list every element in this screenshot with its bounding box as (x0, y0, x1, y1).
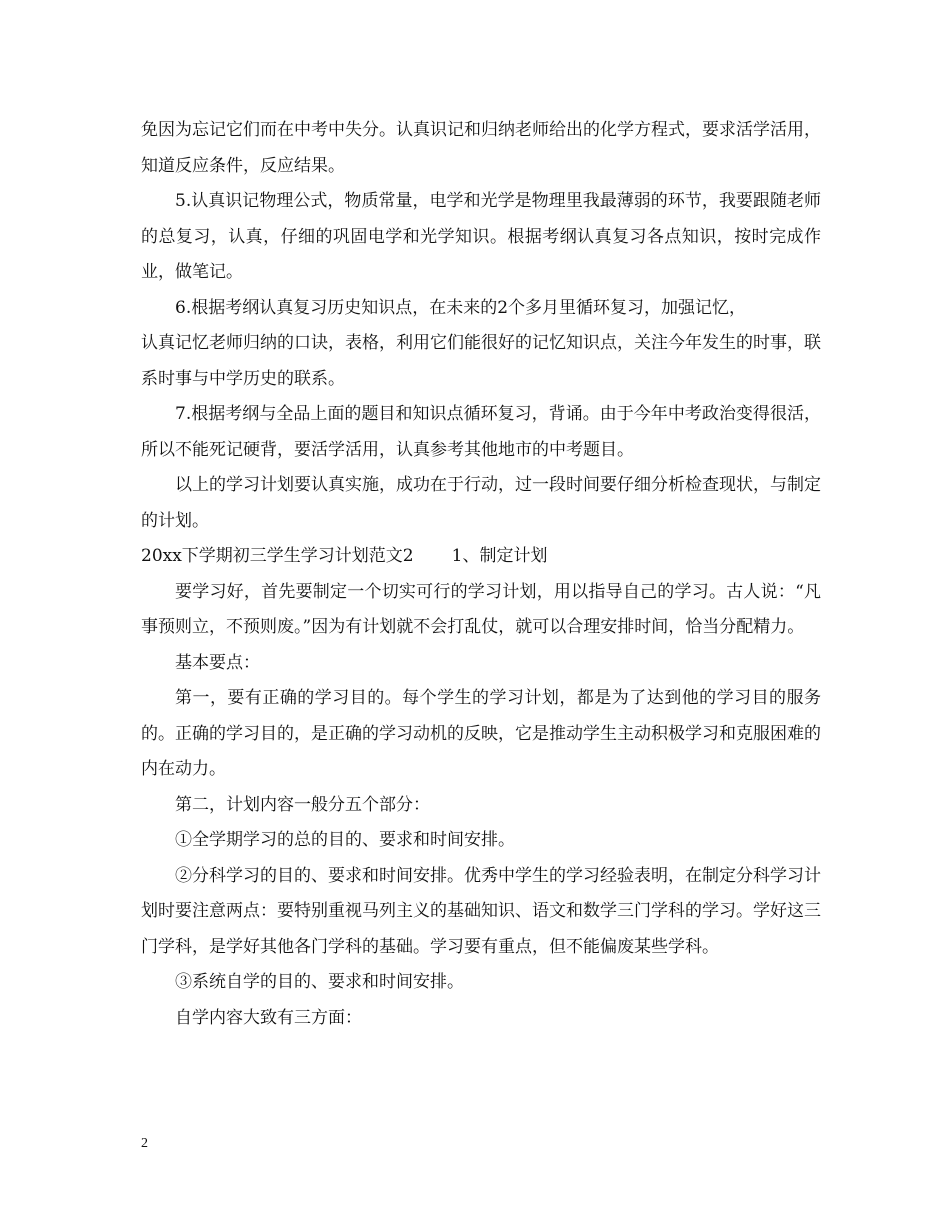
section-subtitle: 1、制定计划 (451, 546, 548, 566)
section-heading (141, 539, 821, 575)
paragraph: 免因为忘记它们而在中考中失分。认真识记和归纳老师给出的化学方程式，要求活学活用，知道反应条件，反应结果。 (141, 120, 821, 176)
paragraph: ③系统自学的目的、要求和时间安排。 (175, 972, 464, 992)
paragraph: ②分科学习的目的、要求和时间安排。优秀中学生的学习经验表明，在制定分科学习计划时要注意两点：要特别重视马列主义的基础知识、语文和数学三门学科的学习。学好这三门学科，是学好其他各门学科的基础。学习要有重点，但不能偏废某些学科。 (141, 865, 821, 957)
paragraph: 5.认真识记物理公式，物质常量，电学和光学是物理里我最薄弱的环节，我要跟随老师的总复习，认真，仔细的巩固电学和光学知识。根据考纲认真复习各点知识，按时完成作业，做笔记。 (141, 191, 821, 282)
paragraph: 以上的学习计划要认真实施，成功在于行动，过一段时间要仔细分析检查现状，与制定的计划。 (141, 475, 821, 531)
paragraph: 基本要点： (175, 652, 260, 673)
page-number: 2 (141, 1136, 148, 1151)
section-title: 20xx下学期初三学生学习计划范文2 (141, 546, 414, 566)
paragraph: 认真记忆老师归纳的口诀，表格，利用它们能很好的记忆知识点，关注今年发生的时事，联系时事与中学历史的联系。 (141, 333, 821, 389)
paragraph: ①全学期学习的总的目的、要求和时间安排。 (175, 830, 515, 850)
paragraph: 要学习好，首先要制定一个切实可行的学习计划，用以指导自己的学习。古人说：“凡事预则立，不预则废。”因为有计划就不会打乱仗，就可以合理安排时间，恰当分配精力。 (141, 581, 821, 637)
paragraph: 第一，要有正确的学习目的。每个学生的学习计划，都是为了达到他的学习目的服务的。正确的学习目的，是正确的学习动机的反映，它是推动学生主动积极学习和克服困难的内在动力。 (141, 688, 821, 779)
paragraph: 第二，计划内容一般分五个部分： (175, 794, 430, 815)
document-body (141, 113, 821, 1036)
paragraph: 7.根据考纲与全品上面的题目和知识点循环复习，背诵。由于今年中考政治变得很活，所以不能死记硬背，要活学活用，认真参考其他地市的中考题目。 (141, 404, 821, 460)
paragraph: 自学内容大致有三方面： (175, 1007, 362, 1028)
paragraph: 6.根据考纲认真复习历史知识点，在未来的2个多月里循环复习，加强记忆， (175, 297, 747, 318)
